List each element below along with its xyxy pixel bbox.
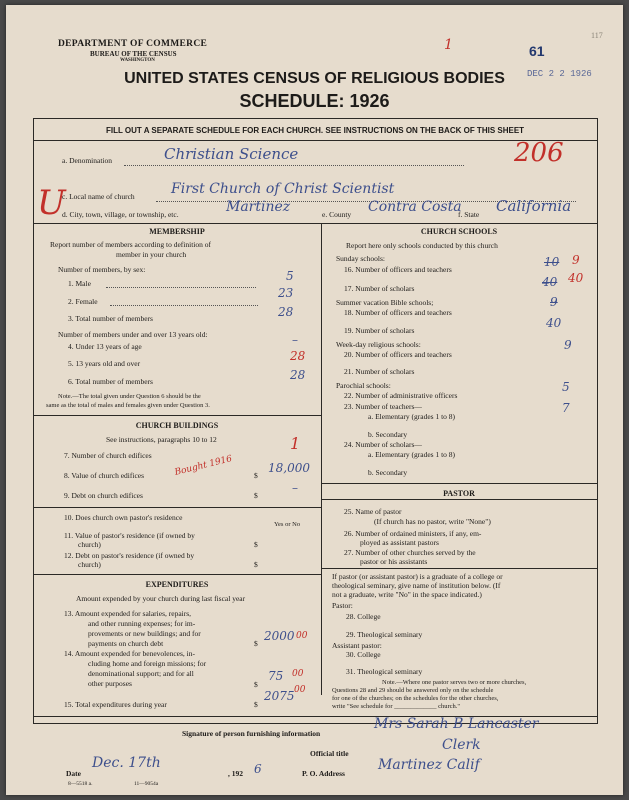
q18-label: 18. Number of officers and teachers — [344, 308, 452, 317]
q1-value: 5 — [286, 269, 294, 283]
received-date-stamp: DEC 2 2 1926 — [527, 69, 592, 79]
pastor-note: Note.—Where one pastor serves two or more churches, — [382, 679, 527, 686]
q20-value: 9 — [564, 338, 572, 352]
q4-label: 4. Under 13 years of age — [68, 342, 142, 351]
state-value: California — [496, 197, 572, 215]
pastor-subhead: Pastor: — [332, 601, 353, 610]
q13-line-4: payments on church debt — [88, 639, 164, 648]
state-label: f. State — [458, 210, 480, 219]
membership-note-2: same as the total of males and females given under Question 3. — [46, 402, 210, 409]
q8-annotation: Bought 1916 — [173, 454, 234, 478]
pastor-note-4: write "See schedule for _____________ church." — [332, 703, 461, 710]
q27-label-2: pastor or his assistants — [360, 557, 428, 566]
q29-label: 29. Theological seminary — [346, 630, 423, 639]
membership-intro-2: member in your church — [116, 250, 187, 259]
q11-dollar: $ — [254, 540, 258, 549]
red-tick-mark: 1 — [444, 37, 453, 53]
q6-label: 6. Total number of members — [68, 377, 153, 386]
graduate-instruction: If pastor (or assistant pastor) is a graduate of a college or — [332, 572, 503, 581]
assistant-pastor-subhead: Assistant pastor: — [332, 641, 382, 650]
q10-label: 10. Does church own pastor's residence — [64, 513, 183, 522]
q9-label: 9. Debt on church edifices — [64, 491, 143, 500]
q23-label: 23. Number of teachers— — [344, 402, 422, 411]
q24a-label: a. Elementary (grades 1 to 8) — [368, 450, 456, 459]
q3-value: 28 — [278, 305, 294, 319]
q6-value: 28 — [290, 368, 306, 382]
pastor-note-3: for one of the churches; on the schedules for the other churches, — [332, 695, 499, 702]
pastor-note-2: Questions 28 and 29 should be answered only on the schedule — [332, 687, 494, 694]
year-prefix: , 192 — [228, 769, 243, 778]
census-schedule-sheet — [6, 5, 623, 795]
q12-dollar: $ — [254, 560, 258, 569]
membership-intro: Report number of members according to definition of — [50, 240, 211, 249]
q22-value: 5 — [562, 380, 570, 394]
pencil-number: 117 — [591, 31, 603, 40]
q8-label: 8. Value of church edifices — [64, 471, 145, 480]
q9-value: – — [292, 481, 298, 495]
denomination-value: Christian Science — [164, 145, 299, 163]
sunday-label: Sunday schools: — [336, 254, 385, 263]
county-value: Contra Costa — [368, 199, 462, 215]
pastor-title: PASTOR — [443, 489, 475, 498]
q31-label: 31. Theological seminary — [346, 667, 423, 676]
q17-value: 40 — [568, 271, 584, 285]
q30-label: 30. College — [346, 650, 381, 659]
q13-line-2: and other running expenses; for im- — [88, 619, 196, 628]
parochial-label: Parochial schools: — [336, 381, 391, 390]
q7-label: 7. Number of church edifices — [64, 451, 152, 460]
q12-label-2: church) — [78, 560, 101, 569]
q26-label-2: ployed as assistant pastors — [360, 538, 439, 547]
q14-cents: 00 — [292, 669, 304, 679]
q14-label — [64, 649, 206, 689]
buildings-intro: See instructions, paragraphs 10 to 12 — [106, 435, 217, 444]
date-label: Date — [66, 769, 81, 778]
q20-label: 20. Number of officers and teachers — [344, 350, 452, 359]
q28-label: 28. College — [346, 612, 381, 621]
q13-line-3: provements or new buildings; and for — [88, 629, 201, 638]
q23b-label: b. Secondary — [368, 430, 408, 439]
expenditures-intro: Amount expended by your church during last fiscal year — [76, 594, 246, 603]
instruction-banner: FILL OUT A SEPARATE SCHEDULE FOR EACH CHURCH. SEE INSTRUCTIONS ON THE BACK OF THIS SHEET — [105, 126, 525, 135]
column-divider — [321, 223, 322, 695]
membership-note: Note.—The total given under Question 6 should be the — [58, 393, 201, 400]
q13-line-1: 13. Amount expended for salaries, repairs, — [64, 609, 192, 618]
q15-value: 2075 — [264, 689, 295, 703]
signature-value: Mrs Sarah B Lancaster — [374, 716, 539, 732]
q23a-label: a. Elementary (grades 1 to 8) — [368, 412, 456, 421]
q11-label: 11. Value of pastor's residence (if owned by — [64, 531, 195, 540]
po-address-value: Martinez Calif — [378, 757, 480, 773]
expenditures-title: EXPENDITURES — [145, 580, 209, 589]
q5-value: 28 — [290, 349, 306, 363]
q16-label: 16. Number of officers and teachers — [344, 265, 452, 274]
date-value: Dec. 17th — [92, 755, 161, 771]
q18-value: 9 — [550, 295, 558, 309]
q19-label: 19. Number of scholars — [344, 326, 415, 335]
q5-label: 5. 13 years old and over — [68, 359, 141, 368]
weekday-label: Week-day religious schools: — [336, 340, 421, 349]
bureau-label: BUREAU OF THE CENSUS — [90, 50, 177, 58]
q17-struck-value: 40 — [542, 275, 558, 289]
q11-label-2: church) — [78, 540, 101, 549]
q15-dollar: $ — [254, 700, 258, 709]
schedule-number-stamp: 61 — [529, 43, 545, 59]
q13-value: 2000 — [264, 629, 295, 643]
q14-line-2: cluding home and foreign missions; for — [88, 659, 207, 668]
document-subtitle: SCHEDULE: 1926 — [239, 91, 390, 111]
schools-title: CHURCH SCHOOLS — [420, 227, 498, 236]
buildings-title: CHURCH BUILDINGS — [135, 421, 219, 430]
q24b-label: b. Secondary — [368, 468, 408, 477]
q14-line-3: denominational support; and for all — [88, 669, 194, 678]
q2-label: 2. Female — [68, 297, 98, 306]
q8-dollar: $ — [254, 471, 258, 480]
q25-label: 25. Name of pastor — [344, 507, 402, 516]
q1-label: 1. Male — [68, 279, 91, 288]
q4-value: – — [292, 333, 298, 347]
q25-note: (If church has no pastor, write "None") — [374, 517, 491, 526]
q23a-value: 7 — [562, 401, 570, 415]
q3-label: 3. Total number of members — [68, 314, 153, 323]
age-head: Number of members under and over 13 years old: — [58, 330, 208, 339]
q16-struck-value: 10 — [544, 255, 560, 269]
po-address-label: P. O. Address — [302, 769, 345, 778]
q14-line-1: 14. Amount expended for benevolences, in- — [64, 649, 196, 658]
q21-label: 21. Number of scholars — [344, 367, 415, 376]
denomination-label: a. Denomination — [62, 156, 112, 165]
city-value: Martinez — [226, 199, 291, 215]
q26-label: 26. Number of ordained ministers, if any, em- — [344, 529, 482, 538]
q7-value: 1 — [290, 434, 301, 453]
q15-label: 15. Total expenditures during year — [64, 700, 167, 709]
city-label: WASHINGTON — [120, 58, 155, 63]
q14-value: 75 — [268, 669, 284, 683]
q15-cents: 00 — [294, 685, 306, 695]
q12-label: 12. Debt on pastor's residence (if owned by — [64, 551, 195, 560]
local-name-value: First Church of Christ Scientist — [171, 181, 395, 197]
local-name-label: c. Local name of church — [62, 192, 135, 201]
q2-value: 23 — [278, 286, 294, 300]
red-u-mark: U — [37, 183, 66, 223]
q14-dollar: $ — [254, 680, 258, 689]
q13-label — [64, 609, 201, 649]
document-title: UNITED STATES CENSUS OF RELIGIOUS BODIES — [124, 70, 505, 87]
q9-dollar: $ — [254, 491, 258, 500]
by-sex-label: Number of members, by sex: — [58, 265, 146, 274]
q13-dollar: $ — [254, 639, 258, 648]
denomination-code: 206 — [514, 138, 564, 168]
q13-cents: 00 — [296, 631, 308, 641]
q19-value: 40 — [546, 316, 562, 330]
print-code-2: 11—9054a — [134, 781, 159, 787]
rule — [33, 140, 597, 141]
graduate-instruction-2: theological seminary, give name of institution below. (If — [332, 581, 501, 590]
official-title-label: Official title — [310, 749, 349, 758]
graduate-instruction-3: not a graduate, write "No" in the space indicated.) — [332, 590, 482, 599]
q27-label: 27. Number of other churches served by the — [344, 548, 476, 557]
print-code: 8—5518 a. — [68, 781, 93, 787]
county-label: e. County — [322, 210, 352, 219]
q17-label: 17. Number of scholars — [344, 284, 415, 293]
schools-intro: Report here only schools conducted by this church — [346, 241, 498, 250]
department-label: DEPARTMENT OF COMMERCE — [58, 39, 208, 49]
q22-label: 22. Number of administrative officers — [344, 391, 458, 400]
yes-no-hint: Yes or No — [274, 521, 301, 528]
city-field-label: d. City, town, village, or township, etc. — [62, 210, 179, 219]
vacation-label: Summer vacation Bible schools; — [336, 298, 434, 307]
q8-value: 18,000 — [268, 461, 310, 475]
q14-line-4: other purposes — [88, 679, 132, 688]
q16-value: 9 — [572, 253, 580, 267]
q24-label: 24. Number of scholars— — [344, 440, 422, 449]
year-digit: 6 — [254, 762, 262, 776]
membership-title: MEMBERSHIP — [149, 227, 205, 236]
signature-label: Signature of person furnishing information — [182, 729, 321, 738]
official-title-value: Clerk — [442, 737, 481, 753]
